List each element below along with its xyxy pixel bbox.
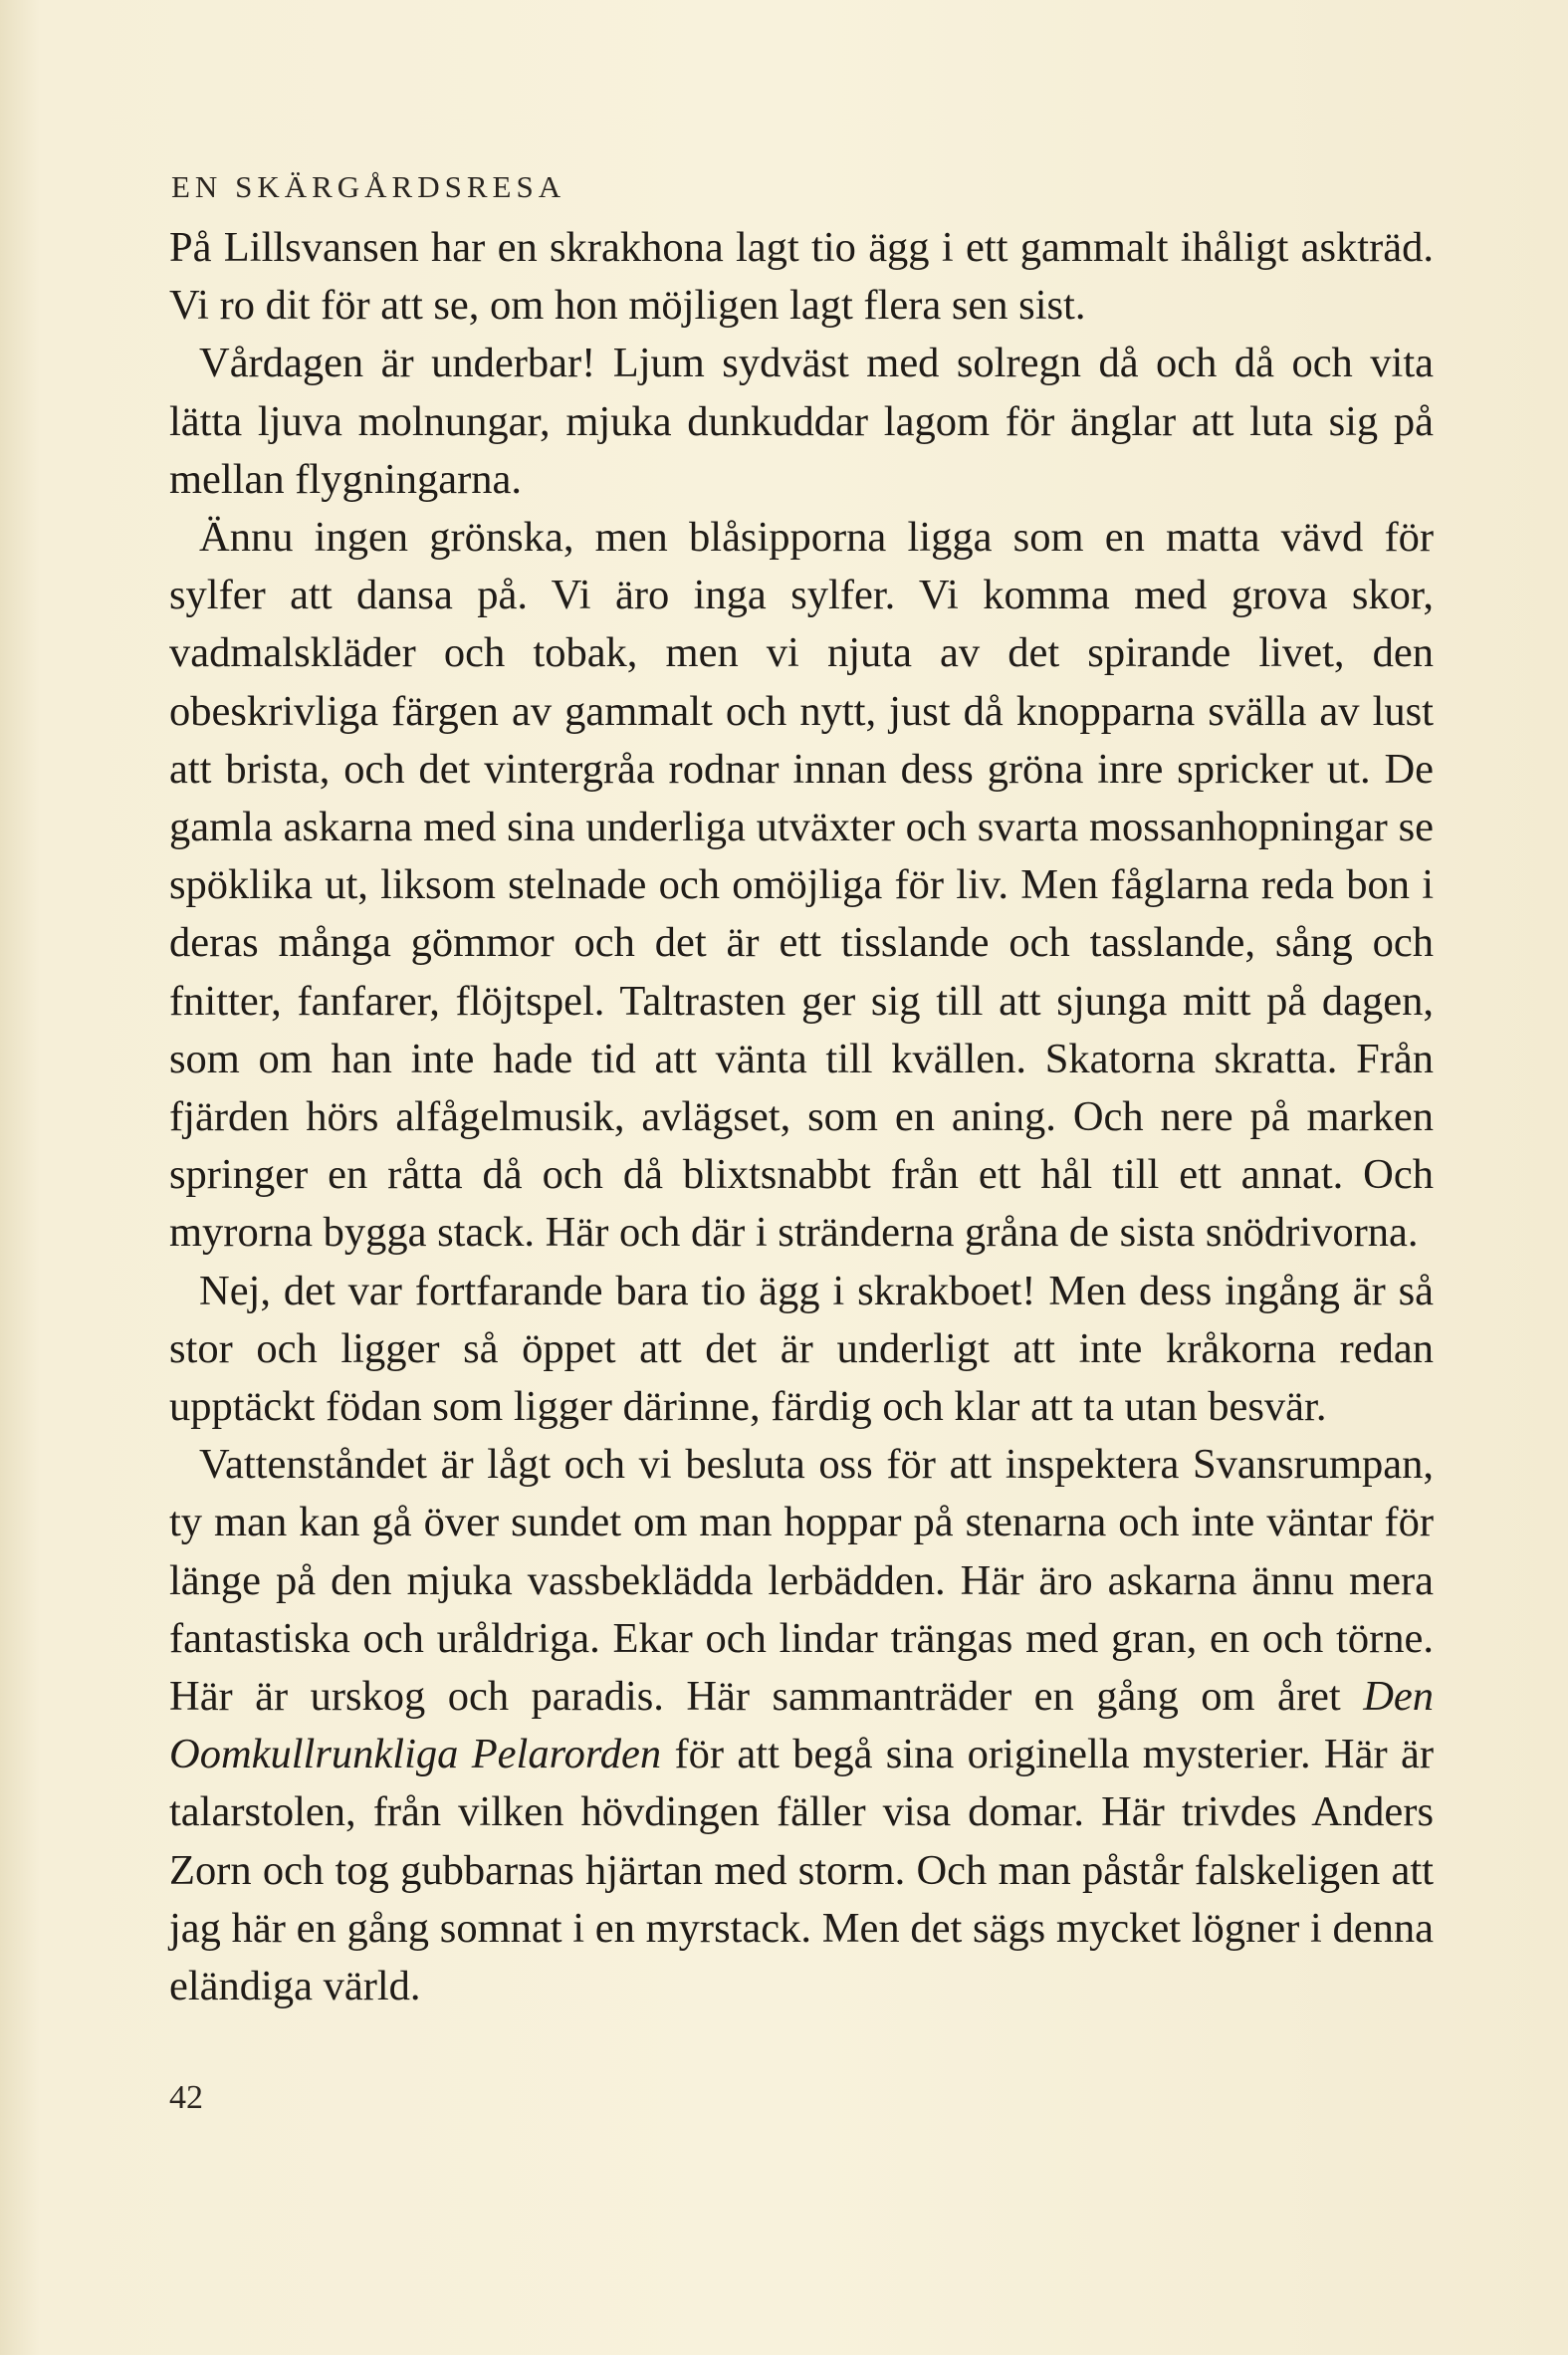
page-number: 42: [169, 2079, 203, 2116]
italic-title: Den Oomkullrunkliga Pelarorden: [169, 1673, 1434, 1778]
running-header: EN SKÄRGÅRDSRESA: [171, 169, 566, 204]
paragraph: Ännu ingen grönska, men blåsipporna ligga som en matta vävd för sylfer att dansa på. Vi äro inga sylfer. Vi komma med grova skor, vadmalskläder och tobak, men vi njuta av det spirande livet, den obeskrivliga färgen av gammalt och nytt, just då knopparna svälla av lust att brista, och det vintergråa rodnar innan dess gröna inre spricker ut. De gamla askarna med sina underliga utväxter och svarta mossanhopningar se spöklika ut, liksom stelnade och omöjliga för liv. Men fåglarna reda bon i deras många gömmor och det är ett tisslande och tasslande, sång och fnitter, fanfarer, flöjtspel. Taltrasten ger sig till att sjunga mitt på dagen, som om han inte hade tid att vänta till kvällen. Skatorna skratta. Från fjärden hörs alfågelmusik, avlägset, som en aning. Och nere på marken springer en råtta då och då blixtsnabbt från ett hål till ett annat. Och myrorna bygga stack. Här och där i stränderna gråna de sista snödrivorna.: [169, 514, 1434, 1257]
paragraph: Nej, det var fortfarande bara tio ägg i skrakboet! Men dess ingång är så stor och ligger så öppet att det är underligt att inte kråkorna redan upptäckt födan som ligger därinne, färdig och klar att ta utan besvär.: [169, 1267, 1434, 1431]
body-text: [169, 219, 1434, 2015]
paragraph: [169, 1436, 1434, 2015]
paragraph-text: för att begå sina originella mysterier. Här är talarstolen, från vilken hövdingen fäller visa domar. Här trivdes Anders Zorn och tog gubbarnas hjärtan med storm. Och man påstår falskeligen att jag här en gång somnat i en myrstack. Men det sägs mycket lögner i denna eländiga värld.: [169, 1731, 1434, 2010]
paragraph: Vårdagen är underbar! Ljum sydväst med solregn då och då och vita lätta ljuva molnungar, mjuka dunkuddar lagom för änglar att luta sig på mellan flygningarna.: [169, 340, 1434, 503]
paragraph-text: Vattenståndet är lågt och vi besluta oss för att inspektera Svansrumpan, ty man kan gå över sundet om man hoppar på stenarna och inte väntar för länge på den mjuka vassbeklädda lerbädden. Här äro askarna ännu mera fantastiska och uråldriga. Ekar och lindar trängas med gran, en och törne. Här är urskog och paradis. Här sammanträder en gång om året: [169, 1441, 1434, 1721]
paragraph: På Lillsvansen har en skrakhona lagt tio ägg i ett gammalt ihåligt askträd. Vi ro dit för att se, om hon möjligen lagt flera sen sist.: [169, 224, 1434, 330]
